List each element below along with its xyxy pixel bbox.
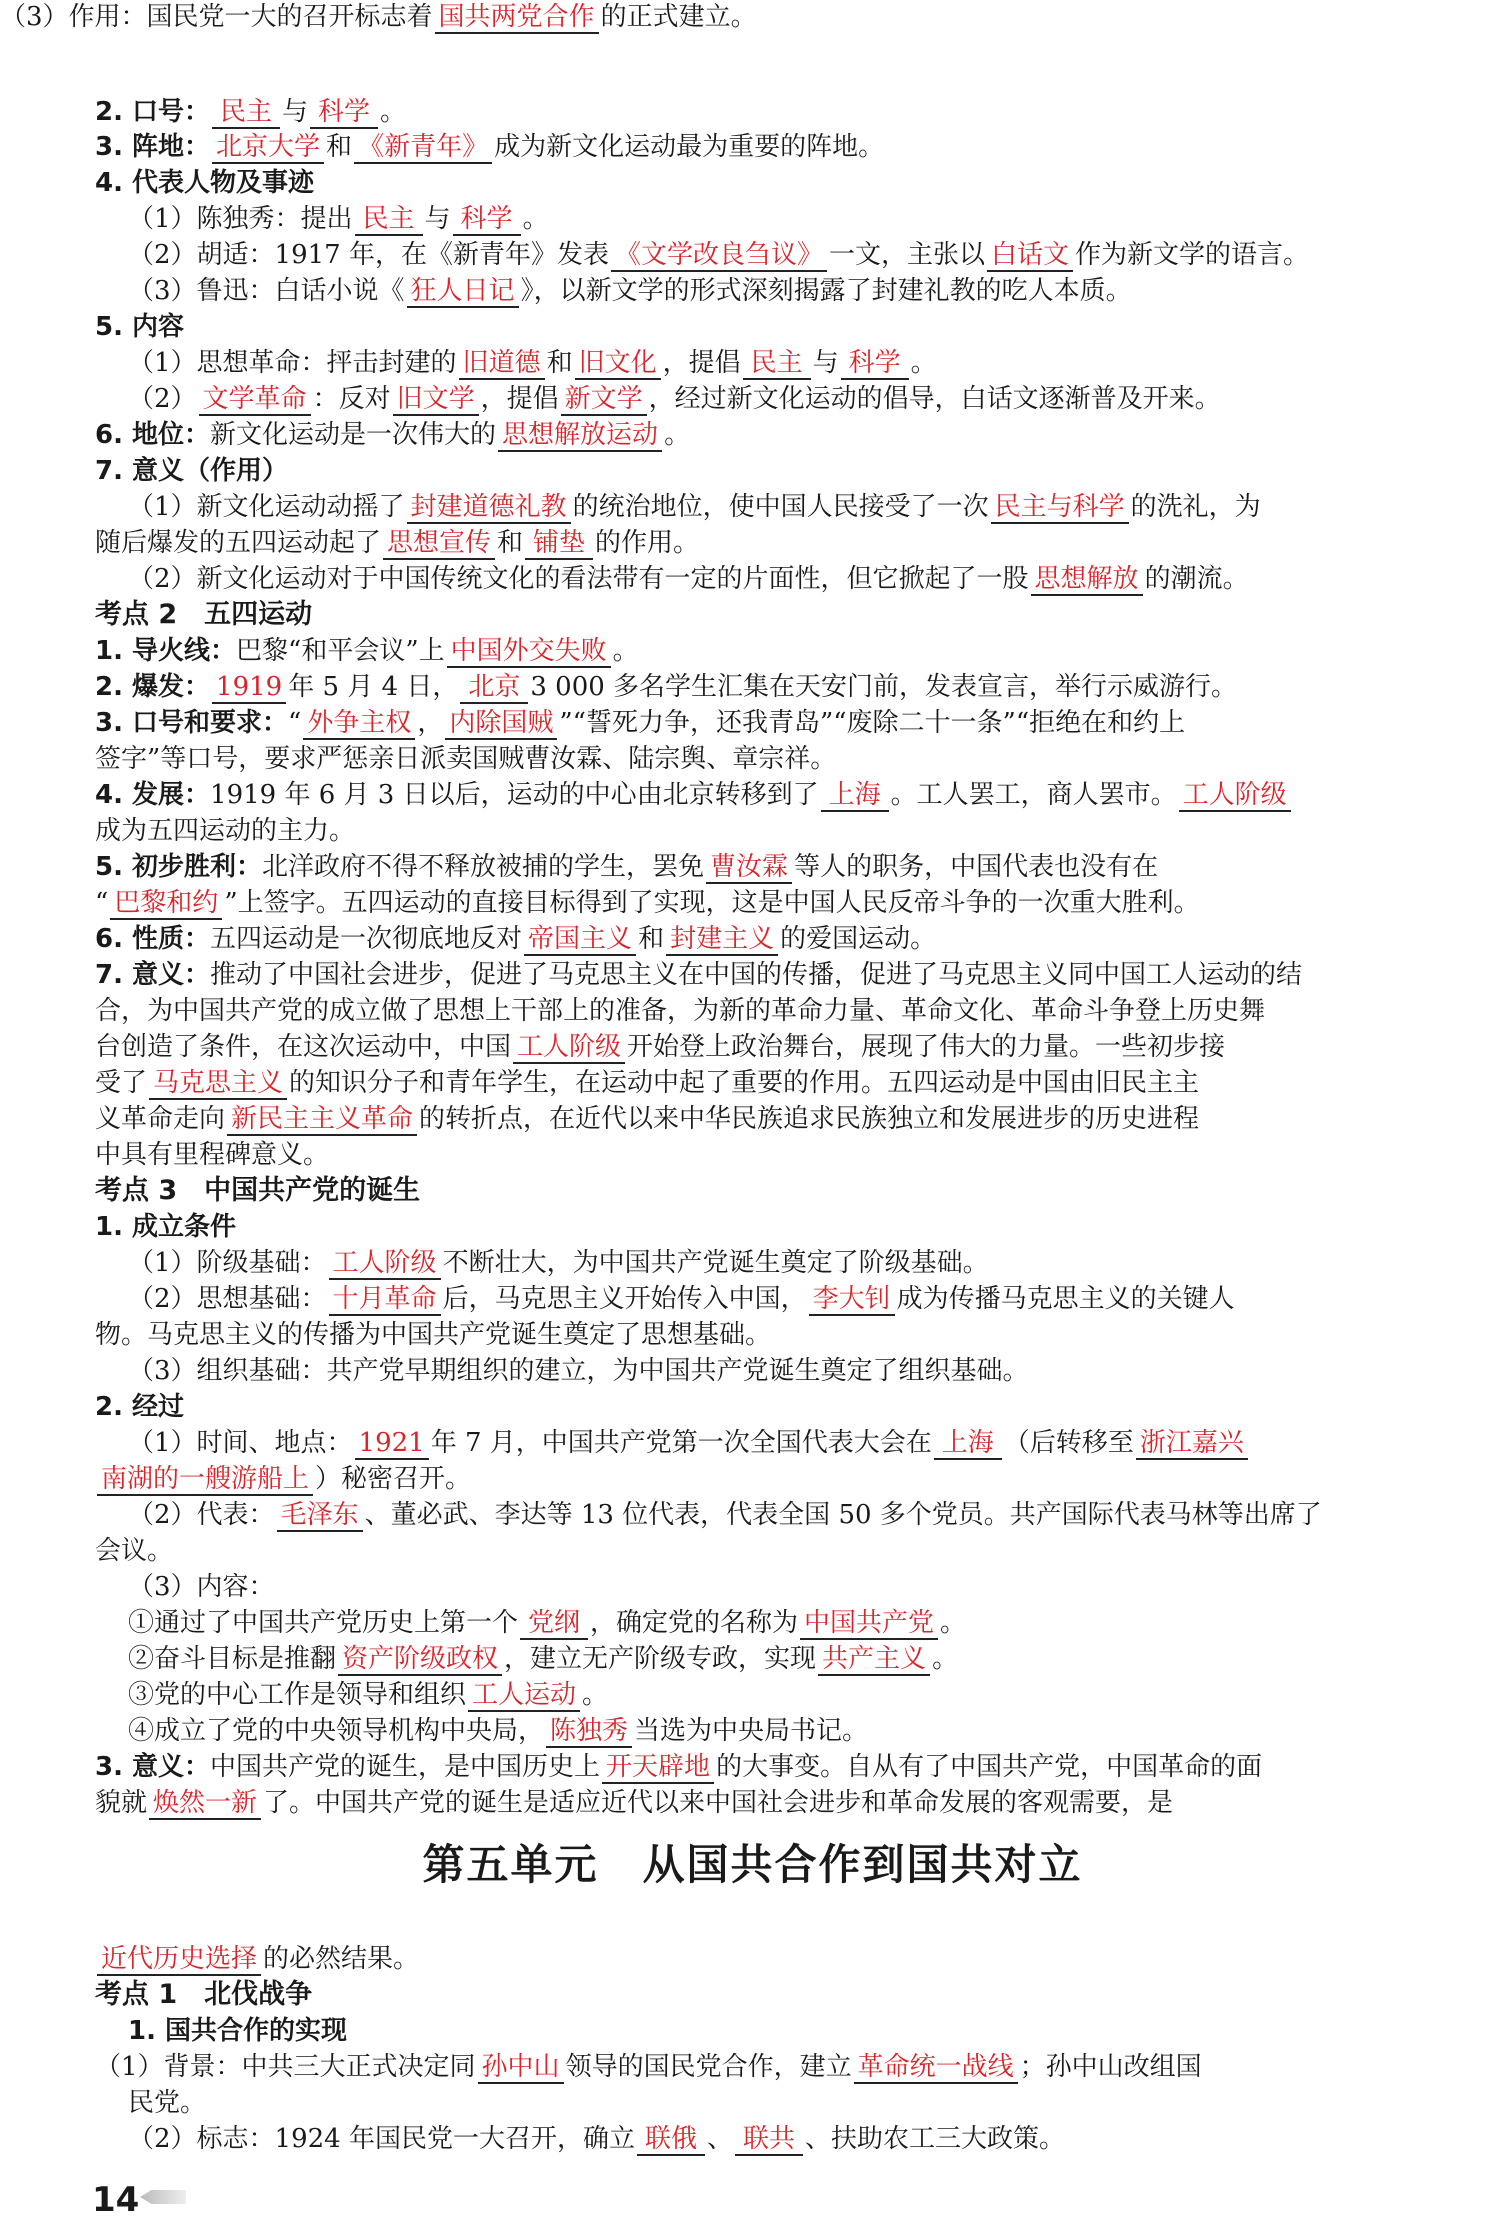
text-segment: 不断壮大，为中国共产党诞生奠定了阶级基础。 (442, 1248, 989, 1278)
text-line (95, 2050, 1202, 2084)
text-segment: 义革命走向 (95, 1104, 226, 1134)
heading-text: 考点 1 北伐战争 (95, 1979, 313, 2010)
text-segment: 民党。 (128, 2088, 207, 2118)
text-segment: 3 000 多名学生汇集在天安门前，发表宣言，举行示威游行。 (530, 672, 1238, 702)
text-segment: 领导的国民党合作，建立 (565, 2052, 852, 2082)
text-line (95, 886, 1200, 920)
section-heading (95, 598, 312, 632)
text-segment: 的洗礼，为 (1130, 492, 1261, 522)
item-label: 2. 爆发： (95, 672, 211, 702)
text-segment: （1）阶级基础： (128, 1248, 327, 1278)
text-line (95, 1462, 471, 1496)
text-line (95, 454, 288, 488)
text-line (128, 1714, 868, 1748)
text-segment: （3）内容： (128, 1572, 275, 1602)
text-segment: 北洋政府不得不释放被捕的学生，罢免 (262, 852, 705, 882)
text-segment: ④成立了党的中央领导机构中央局， (128, 1716, 545, 1746)
text-segment: （2） (128, 384, 197, 414)
text-segment: 作为新文学的语言。 (1075, 240, 1310, 270)
text-line (95, 526, 699, 560)
text-segment: “ (95, 888, 109, 918)
item-label: 5. 内容 (95, 312, 185, 342)
text-line (95, 1138, 329, 1172)
text-segment: 、董必武、李达等 13 位代表，代表全国 50 多个党员。共产国际代表马林等出席了 (364, 1500, 1322, 1530)
text-line (128, 238, 1309, 272)
text-segment: 的潮流。 (1144, 564, 1249, 594)
text-segment: 的知识分子和青年学生，在运动中起了重要的作用。五四运动是中国由旧民主主 (289, 1068, 1200, 1098)
answer-blank: 曹汝霖 (706, 852, 792, 884)
text-segment: 和 (546, 348, 573, 378)
text-segment: 年 5 月 4 日， (288, 672, 459, 702)
text-segment: 。 (940, 1608, 967, 1638)
item-label: 2. 口号： (95, 97, 211, 127)
text-segment: ，提倡 (480, 384, 559, 414)
text-segment: 成为传播马克思主义的关键人 (896, 1284, 1235, 1314)
item-label: 1. 国共合作的实现 (128, 2016, 348, 2046)
answer-blank: 工人阶级 (1179, 780, 1291, 812)
answer-blank: 孙中山 (478, 2052, 564, 2084)
text-segment: 。 (664, 420, 691, 450)
answer-blank: 狂人日记 (407, 276, 519, 308)
answer-blank: 国共两党合作 (435, 2, 599, 34)
text-line (128, 1498, 1322, 1532)
item-label: 6. 地位： (95, 420, 211, 450)
text-line (95, 166, 314, 200)
answer-blank: 民主 (355, 204, 423, 236)
text-segment: 五四运动是一次彻底地反对 (210, 924, 523, 954)
text-segment: 的正式建立。 (600, 2, 757, 32)
text-segment: 新文化运动是一次伟大的 (210, 420, 497, 450)
text-line (95, 634, 639, 668)
text-line (95, 1102, 1199, 1136)
unit-title: 第五单元 从国共合作到国共对立 (422, 1840, 1083, 1889)
text-segment: （1）时间、地点： (128, 1428, 353, 1458)
answer-blank: 科学 (453, 204, 521, 236)
text-line (95, 310, 184, 344)
text-line (95, 958, 1302, 992)
answer-blank: 联共 (735, 2124, 803, 2156)
item-label: 6. 性质： (95, 924, 211, 954)
text-line (128, 1246, 989, 1280)
answer-blank: 思想解放运动 (498, 420, 662, 452)
text-segment: ，确定党的名称为 (590, 1608, 799, 1638)
text-segment: 。工人罢工，商人罢市。 (890, 780, 1177, 810)
answer-blank: 封建主义 (666, 924, 778, 956)
answer-blank: 焕然一新 (149, 1788, 261, 1820)
item-label: 3. 阵地： (95, 132, 211, 162)
text-line (128, 2086, 206, 2120)
answer-blank: 浙江嘉兴 (1136, 1428, 1248, 1460)
text-segment: 的大事变。自从有了中国共产党，中国革命的面 (716, 1752, 1263, 1782)
text-line (128, 1570, 275, 1604)
text-line (128, 202, 549, 236)
answer-blank: 白话文 (987, 240, 1073, 272)
text-line (95, 1318, 771, 1352)
text-line (95, 1534, 173, 1568)
text-line (95, 814, 355, 848)
text-segment: 和 (497, 528, 524, 558)
answer-blank: 《新青年》 (354, 132, 492, 164)
answer-blank: 中国共产党 (800, 1608, 938, 1640)
text-line (95, 922, 936, 956)
text-line (95, 1750, 1262, 1784)
text-segment: （2）思想基础： (128, 1284, 327, 1314)
answer-blank: 民主 (743, 348, 811, 380)
text-line (95, 1030, 1225, 1064)
text-segment: 与 (424, 204, 451, 234)
item-label: 3. 意义： (95, 1752, 211, 1782)
text-line (95, 418, 690, 452)
text-segment: 、 (706, 2124, 733, 2154)
text-line (95, 742, 836, 776)
answer-blank: 资产阶级政权 (338, 1644, 502, 1676)
item-label: 2. 经过 (95, 1392, 185, 1422)
text-segment: ”上签字。五四运动的直接目标得到了实现，这是中国人民反帝斗争的一次重大胜利。 (224, 888, 1200, 918)
answer-blank: 文学革命 (199, 384, 311, 416)
text-segment: 签字”等口号，要求严惩亲日派卖国贼曹汝霖、陆宗舆、章宗祥。 (95, 744, 837, 774)
text-segment: 物。马克思主义的传播为中国共产党诞生奠定了思想基础。 (95, 1320, 772, 1350)
text-segment: 的爱国运动。 (780, 924, 937, 954)
text-segment: （后转移至 (1003, 1428, 1134, 1458)
answer-blank: 上海 (934, 1428, 1002, 1460)
text-segment: 台创造了条件，在这次运动中，中国 (95, 1032, 512, 1062)
answer-blank: 联俄 (637, 2124, 705, 2156)
answer-blank: 新民主主义革命 (227, 1104, 417, 1136)
text-segment: 后，马克思主义开始传入中国， (442, 1284, 807, 1314)
text-segment: （2）新文化运动对于中国传统文化的看法带有一定的片面性，但它掀起了一股 (128, 564, 1029, 594)
text-line (128, 274, 1132, 308)
answer-blank: 马克思主义 (149, 1068, 287, 1100)
answer-blank: 帝国主义 (524, 924, 636, 956)
text-segment: 。 (380, 97, 407, 127)
answer-blank: 新文学 (561, 384, 647, 416)
text-segment: （1）新文化运动动摇了 (128, 492, 405, 522)
text-line (128, 490, 1261, 524)
text-line (95, 850, 1158, 884)
text-segment: 、扶助农工三大政策。 (805, 2124, 1066, 2154)
heading-text: 考点 2 五四运动 (95, 599, 313, 630)
text-segment: ）秘密召开。 (315, 1464, 472, 1494)
text-line (95, 778, 1293, 812)
item-label: 7. 意义（作用） (95, 456, 289, 486)
answer-blank: 内除国贼 (445, 708, 557, 740)
text-segment: 等人的职务，中国代表也没有在 (794, 852, 1159, 882)
text-line (95, 95, 406, 129)
text-segment: 的统治地位，使中国人民接受了一次 (572, 492, 989, 522)
text-line (128, 1678, 608, 1712)
text-segment: ①通过了中国共产党历史上第一个 (128, 1608, 519, 1638)
page-number: 14 (92, 2180, 140, 2220)
text-line (128, 1606, 966, 1640)
text-segment: （1）思想革命：抨击封建的 (128, 348, 457, 378)
text-segment: 貌就 (95, 1788, 148, 1818)
answer-blank: 封建道德礼教 (407, 492, 571, 524)
text-segment: ，经过新文化运动的倡导，白话文逐渐普及开来。 (648, 384, 1221, 414)
answer-blank: 科学 (841, 348, 909, 380)
text-segment: 会议。 (95, 1536, 174, 1566)
item-label: 7. 意义： (95, 960, 211, 990)
answer-blank: 思想宣传 (383, 528, 495, 560)
text-segment: 。 (932, 1644, 959, 1674)
text-segment: 成为新文化运动最为重要的阵地。 (494, 132, 885, 162)
answer-blank: 李大钊 (809, 1284, 895, 1316)
answer-blank: 毛泽东 (277, 1500, 363, 1532)
text-segment: 推动了中国社会进步，促进了马克思主义在中国的传播，促进了马克思主义同中国工人运动的结 (210, 960, 1303, 990)
text-segment: 当选为中央局书记。 (634, 1716, 869, 1746)
text-line (128, 1642, 958, 1676)
item-label: 1. 导火线： (95, 636, 237, 666)
text-line (95, 1786, 1173, 1820)
answer-blank: 铺垫 (525, 528, 593, 560)
text-segment: 与 (282, 97, 309, 127)
text-line (95, 130, 884, 164)
text-segment: ，提倡 (662, 348, 741, 378)
answer-blank: 工人阶级 (513, 1032, 625, 1064)
heading-text: 考点 3 中国共产党的诞生 (95, 1175, 421, 1206)
text-segment: ：反对 (312, 384, 391, 414)
text-segment: 和 (638, 924, 665, 954)
answer-blank: 外争主权 (303, 708, 415, 740)
text-segment: 。 (582, 1680, 609, 1710)
answer-blank: 巴黎和约 (110, 888, 222, 920)
text-segment: ②奋斗目标是推翻 (128, 1644, 337, 1674)
text-segment: （1）背景：中共三大正式决定同 (95, 2052, 476, 2082)
text-segment: 的作用。 (595, 528, 700, 558)
text-segment: 巴黎“和平会议”上 (236, 636, 445, 666)
text-segment: （3）组织基础：共产党早期组织的建立，为中国共产党诞生奠定了组织基础。 (128, 1356, 1029, 1386)
item-label: 1. 成立条件 (95, 1212, 237, 1242)
answer-blank: 开天辟地 (602, 1752, 714, 1784)
answer-blank: 旧道德 (459, 348, 545, 380)
answer-blank: 党纲 (520, 1608, 588, 1640)
section-heading (95, 1978, 312, 2012)
text-segment: （3）作用：国民党一大的召开标志着 (0, 2, 433, 32)
answer-blank: 思想解放 (1031, 564, 1143, 596)
answer-blank: 民主与科学 (991, 492, 1129, 524)
text-segment: 1919 年 6 月 3 日以后，运动的中心由北京转移到了 (210, 780, 819, 810)
text-segment: 和 (326, 132, 353, 162)
text-segment: （3）鲁迅：白话小说《 (128, 276, 405, 306)
text-segment: ；孙中山改组国 (1019, 2052, 1202, 2082)
text-segment: 了。中国共产党的诞生是适应近代以来中国社会进步和革命发展的客观需要，是 (263, 1788, 1174, 1818)
text-segment: ”“誓死力争，还我青岛”“废除二十一条”“拒绝在和约上 (559, 708, 1186, 738)
text-segment: 中国共产党的诞生，是中国历史上 (210, 1752, 601, 1782)
answer-blank: 北京 (460, 672, 528, 704)
answer-blank: 1921 (355, 1428, 429, 1460)
text-line (128, 562, 1249, 596)
text-segment: 一文，主张以 (829, 240, 986, 270)
text-segment: （2）代表： (128, 1500, 275, 1530)
text-segment: ，建立无产阶级专政，实现 (504, 1644, 817, 1674)
item-label: 3. 口号和要求： (95, 708, 289, 738)
text-line (95, 1942, 419, 1976)
item-label: 4. 发展： (95, 780, 211, 810)
text-line (95, 1390, 184, 1424)
text-line (128, 1426, 1250, 1460)
text-segment: 开始登上政治舞台，展现了伟大的力量。一些初步接 (627, 1032, 1226, 1062)
answer-blank: 工人阶级 (329, 1248, 441, 1280)
text-line (128, 1354, 1029, 1388)
text-segment: 年 7 月，中国共产党第一次全国代表大会在 (430, 1428, 932, 1458)
arrow-icon (140, 2190, 186, 2204)
answer-blank: 民主 (212, 97, 280, 129)
text-line (95, 1066, 1199, 1100)
answer-blank: 南湖的一艘游船上 (97, 1464, 313, 1496)
answer-blank: 科学 (310, 97, 378, 129)
text-line (95, 706, 1185, 740)
answer-blank: 工人运动 (468, 1680, 580, 1712)
answer-blank: 北京大学 (212, 132, 324, 164)
answer-blank: 十月革命 (329, 1284, 441, 1316)
answer-blank: 旧文学 (393, 384, 479, 416)
answer-blank: 陈独秀 (546, 1716, 632, 1748)
answer-blank: 上海 (821, 780, 889, 812)
text-segment: “ (288, 708, 302, 738)
text-segment: （2）标志：1924 年国民党一大召开，确立 (128, 2124, 635, 2154)
text-segment: 》，以新文学的形式深刻揭露了封建礼教的吃人本质。 (520, 276, 1132, 306)
text-segment: 中具有里程碑意义。 (95, 1140, 330, 1170)
text-segment: ， (417, 708, 444, 738)
answer-blank: 《文学改良刍议》 (611, 240, 827, 272)
text-line (128, 346, 937, 380)
answer-blank: 旧文化 (575, 348, 661, 380)
answer-blank: 中国外交失败 (447, 636, 611, 668)
text-line (128, 2122, 1065, 2156)
answer-blank: 1919 (212, 672, 286, 704)
item-label: 4. 代表人物及事迹 (95, 168, 315, 198)
section-heading (95, 1174, 420, 1208)
text-segment: 合，为中国共产党的成立做了思想上干部上的准备，为新的革命力量、革命文化、革命斗争登上历史舞 (95, 996, 1266, 1026)
text-segment: 的转折点，在近代以来中华民族追求民族独立和发展进步的历史进程 (419, 1104, 1200, 1134)
text-line (95, 670, 1237, 704)
text-segment: 的必然结果。 (263, 1944, 420, 1974)
text-segment: （2）胡适：1917 年，在《新青年》发表 (128, 240, 609, 270)
answer-blank: 革命统一战线 (854, 2052, 1018, 2084)
text-line (0, 0, 757, 34)
text-segment: （1）陈独秀：提出 (128, 204, 353, 234)
text-segment: 与 (812, 348, 839, 378)
answer-blank: 近代历史选择 (97, 1944, 261, 1976)
answer-blank: 共产主义 (818, 1644, 930, 1676)
text-segment: 。 (612, 636, 639, 666)
text-line (95, 1210, 236, 1244)
text-segment: 。 (910, 348, 937, 378)
item-label: 5. 初步胜利： (95, 852, 263, 882)
text-segment: 。 (522, 204, 549, 234)
text-segment: 受了 (95, 1068, 148, 1098)
text-segment: ③党的中心工作是领导和组织 (128, 1680, 467, 1710)
text-segment: 成为五四运动的主力。 (95, 816, 356, 846)
text-line (95, 994, 1265, 1028)
text-line (128, 2014, 347, 2048)
text-line (128, 382, 1221, 416)
text-line (128, 1282, 1235, 1316)
text-segment: 随后爆发的五四运动起了 (95, 528, 382, 558)
